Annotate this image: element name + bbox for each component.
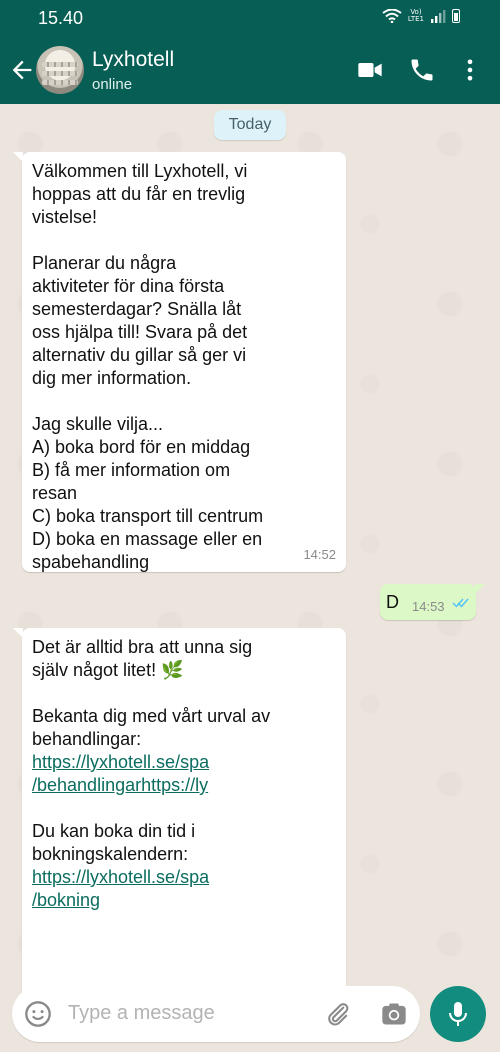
- incoming-message[interactable]: [22, 628, 346, 1024]
- message-text: Det är alltid bra att unna sig själv något litet! 🌿 Bekanta dig med vårt urval av behandlingar:: [32, 637, 271, 749]
- message-input[interactable]: Type a message: [68, 1002, 215, 1024]
- voice-message-button[interactable]: [430, 986, 486, 1042]
- wifi-icon: [382, 9, 402, 23]
- phone-call-icon[interactable]: [408, 56, 436, 84]
- battery-icon: [452, 9, 460, 23]
- more-options-icon[interactable]: [456, 56, 484, 84]
- read-receipt-icon: [452, 597, 470, 609]
- booking-link-continued[interactable]: /bokning: [32, 890, 101, 910]
- attachment-icon[interactable]: [324, 1000, 352, 1028]
- signal-icon: [430, 9, 446, 23]
- spa-treatments-link-continued[interactable]: /behandlingarhttps://ly: [32, 775, 209, 795]
- video-call-icon[interactable]: [356, 56, 384, 84]
- contact-status: online: [92, 76, 133, 93]
- message-text: Du kan boka din tid i bokningskalendern:: [32, 821, 196, 864]
- back-arrow-icon[interactable]: [8, 56, 36, 84]
- status-icons: [382, 9, 460, 23]
- contact-avatar[interactable]: [36, 46, 84, 94]
- chat-area[interactable]: [0, 104, 500, 980]
- volte-indicator: Vo) LTE1: [407, 8, 424, 23]
- microphone-icon: [446, 1000, 470, 1028]
- spa-treatments-link[interactable]: https://lyxhotell.se/spa: [32, 752, 210, 772]
- booking-link[interactable]: https://lyxhotell.se/spa: [32, 867, 210, 887]
- message-input-bar[interactable]: [12, 986, 420, 1042]
- message-text: D: [386, 592, 399, 612]
- emoji-icon[interactable]: [24, 1000, 52, 1028]
- status-time: 15.40: [38, 8, 84, 28]
- incoming-message[interactable]: [22, 152, 346, 572]
- message-text: Välkommen till Lyxhotell, vi hoppas att du får en trevlig vistelse! Planerar du några aktiviteter för dina första semesterdagar? Snälla låt oss hjälpa till! Svara på det alternativ du gillar så ger vi dig mer information. Jag skulle vilja... A) boka bord för en middag B) få mer information om resan C) boka transport till centrum D) boka en massage eller en spabehandling: [32, 161, 264, 572]
- status-bar: [0, 0, 500, 36]
- camera-icon[interactable]: [380, 1000, 408, 1028]
- contact-name[interactable]: Lyxhotell: [92, 48, 175, 71]
- message-time: 14:52: [303, 547, 336, 562]
- outgoing-message[interactable]: [380, 584, 476, 620]
- chat-header: [0, 36, 500, 104]
- date-divider: Today: [214, 110, 286, 140]
- message-time: 14:53: [412, 599, 445, 614]
